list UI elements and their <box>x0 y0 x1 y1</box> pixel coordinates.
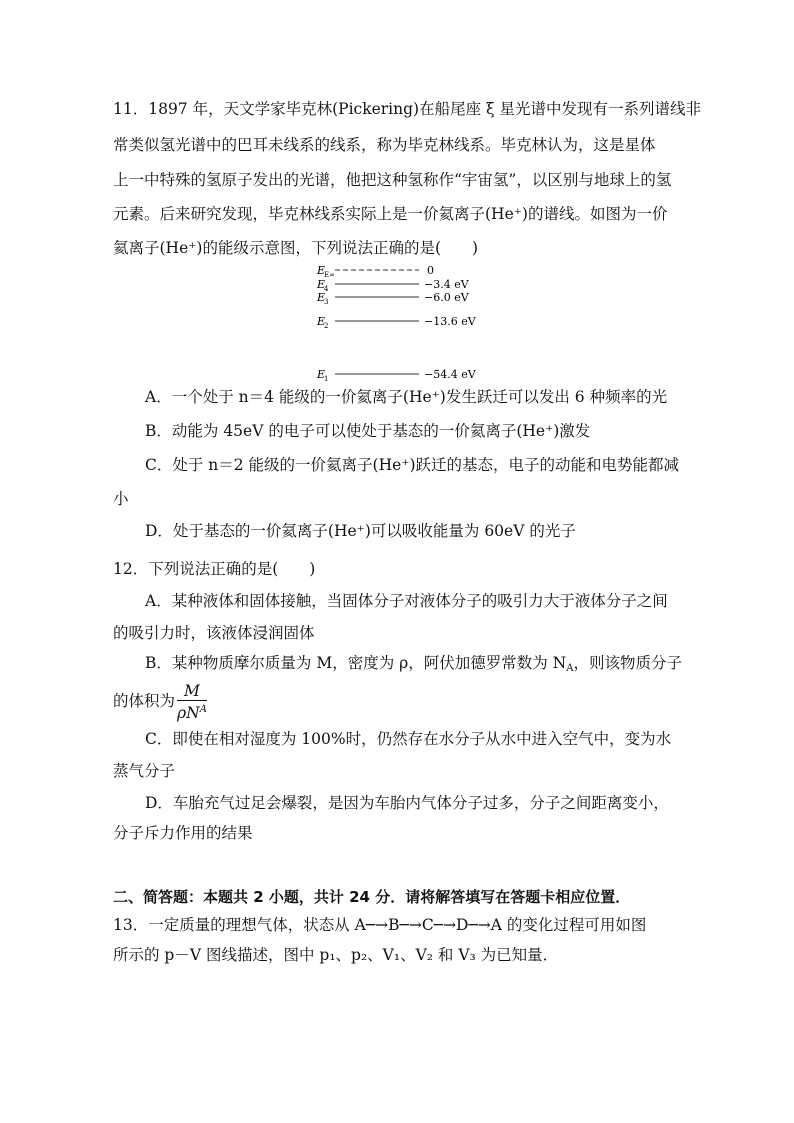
q11-option-a: A．一个处于 n＝4 能级的一价氦离子(He⁺)发生跃迁可以发出 6 种频率的光 <box>145 388 668 406</box>
level-e1 <box>316 368 477 383</box>
svg-text:E: E <box>317 278 326 291</box>
level-e2-value: −13.6 eV <box>424 315 476 328</box>
svg-text:E: E <box>317 291 326 304</box>
q11-line-1: 11．1897 年，天文学家毕克林(Pickering)在船尾座 ξ 星光谱中发现有一系列谱线非 <box>113 100 701 118</box>
level-e1-value: −54.4 eV <box>424 368 476 381</box>
q12-option-c-line-1: C．即使在相对湿度为 100%时，仍然存在水分子从水中进入空气中，变为水 <box>145 730 672 748</box>
svg-text:4: 4 <box>324 285 329 293</box>
fraction-denominator <box>177 701 207 722</box>
svg-text:2: 2 <box>324 322 329 330</box>
q11-option-d: D．处于基态的一价氦离子(He⁺)可以吸收能量为 60eV 的光子 <box>145 522 576 540</box>
q11-line-3: 上一中特殊的氢原子发出的光谱，他把这种氢称作“宇宙氢”，以区别与地球上的氢 <box>113 171 672 189</box>
svg-text:E: E <box>317 264 326 277</box>
fraction-denominator-text: ρN <box>177 704 200 722</box>
q11-option-c-line-1: C．处于 n＝2 能级的一价氦离子(He⁺)跃迁的基态，电子的动能和电势能都减 <box>145 456 680 474</box>
fraction-numerator: M <box>177 682 207 701</box>
svg-text:1: 1 <box>324 375 329 383</box>
level-e2 <box>316 315 477 330</box>
svg-text:3: 3 <box>324 298 329 306</box>
molecular-volume-fraction <box>177 682 207 722</box>
q12-option-b-line-1 <box>145 652 715 680</box>
q12-stem: 12．下列说法正确的是( ) <box>113 560 316 578</box>
q12-option-a-line-2: 的吸引力时，该液体浸润固体 <box>113 624 315 642</box>
q11-line-5: 氦离子(He⁺)的能级示意图，下列说法正确的是( ) <box>113 239 479 257</box>
level-e3 <box>316 291 470 306</box>
fraction-denominator-sup: A <box>199 704 207 715</box>
energy-level-diagram <box>315 260 495 385</box>
level-e-inf-value: 0 <box>427 264 434 277</box>
q11-line-4: 元素。后来研究发现，毕克林线系实际上是一价氦离子(He⁺)的谱线。如图为一价 <box>113 205 668 223</box>
level-e-inf <box>316 264 434 279</box>
q11-option-c-line-2: 小 <box>113 490 129 508</box>
level-e-inf-label: E∞ <box>324 271 335 279</box>
level-e3-value: −6.0 eV <box>424 291 469 304</box>
q13-line-1: 13．一定质量的理想气体，状态从 A─→B─→C─→D─→A 的变化过程可用如图 <box>113 916 647 934</box>
q12-option-d-line-2: 分子斥力作用的结果 <box>113 824 253 842</box>
q13-line-2: 所示的 p－V 图线描述，图中 p₁、p₂、V₁、V₂ 和 V₃ 为已知量． <box>113 946 559 964</box>
q12-option-b-volume-text: 的体积为 <box>113 692 176 710</box>
svg-text:E: E <box>317 368 326 381</box>
q12-option-a-line-1: A．某种液体和固体接触，当固体分子对液体分子的吸引力大于液体分子之间 <box>145 592 668 610</box>
q12-option-d-line-1: D．车胎充气过足会爆裂，是因为车胎内气体分子过多，分子之间距离变小， <box>145 794 669 812</box>
svg-text:E: E <box>317 315 326 328</box>
q12-option-b-end: ，则该物质分子 <box>573 654 682 672</box>
level-e4-value: −3.4 eV <box>424 278 469 291</box>
q12-option-c-line-2: 蒸气分子 <box>113 762 176 780</box>
q12-option-b-line-2 <box>113 682 683 722</box>
q11-option-b: B．动能为 45eV 的电子可以使处于基态的一价氦离子(He⁺)激发 <box>145 422 591 440</box>
q12-option-b-text: B．某种物质摩尔质量为 M，密度为 ρ，阿伏加德罗常数为 N <box>145 654 567 672</box>
section-2-heading: 二、简答题：本题共 2 小题，共计 24 分．请将解答填写在答题卡相应位置． <box>113 888 631 906</box>
q11-line-2: 常类似氢光谱中的巴耳未线系的线系，称为毕克林线系。毕克林认为，这是星体 <box>113 136 656 154</box>
q12-option-b-sub: A <box>566 663 574 674</box>
